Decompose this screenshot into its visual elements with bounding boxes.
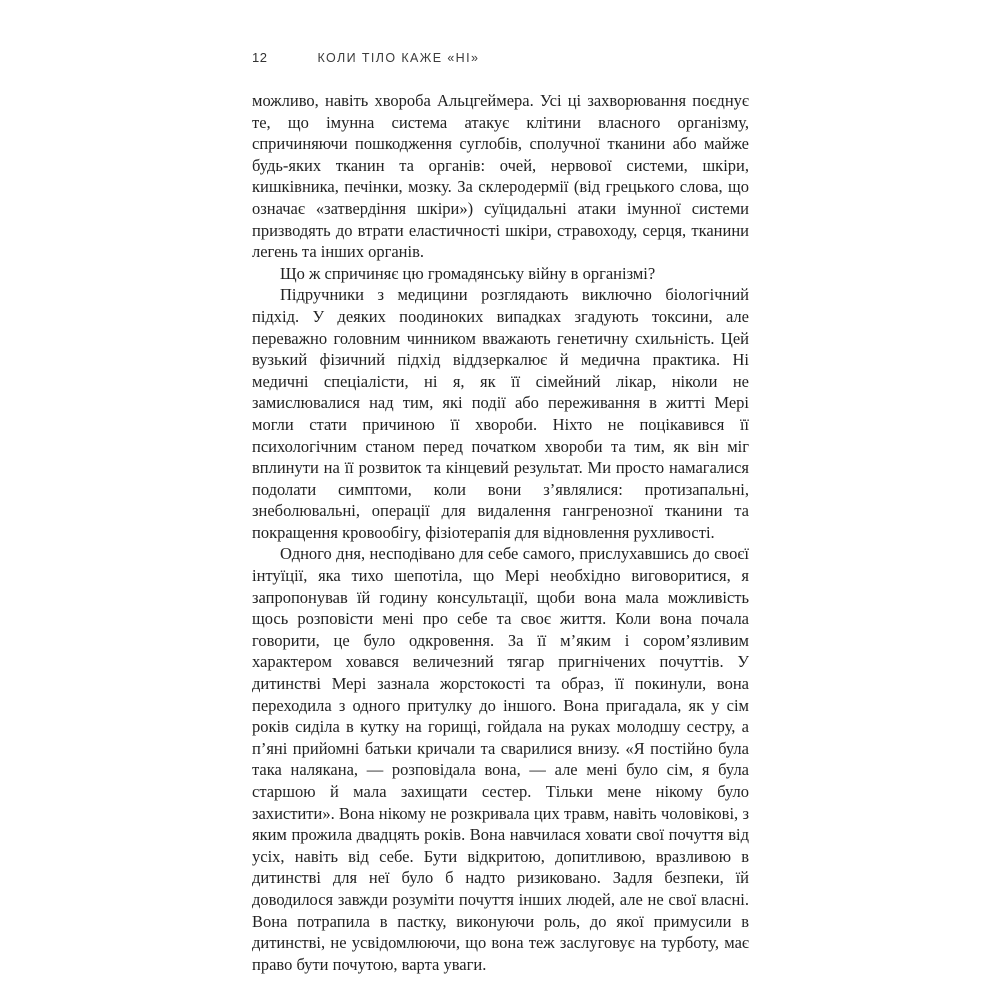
running-header xyxy=(252,50,749,66)
paragraph: Що ж спричиняє цю громадянську війну в організмі? xyxy=(280,263,656,283)
paragraph: Підручники з медицини розглядають виключно біологічний підхід. У деяких поодиноких випадках згадують токсини, але переважно головним чинником вважають генетичну схильність. Цей вузький фізичний підхід віддзеркалює й медична практика. Ні медичні спеціалісти, ні я, як її сімейний лікар, ніколи не замислювалися над тим, які події або переживання в житті Мері могли стати причиною її хвороби. Ніхто не поцікавився її психологічним станом перед початком хвороби та тим, як він міг вплинути на її розвиток та кінцевий результат. Ми просто намагалися подолати симптоми, коли вони з’являлися: протизапальні, знеболювальні, операції для видалення гангренозної тканини та покращення кровообігу, фізіотерапія для відновлення рухливості. xyxy=(252,285,749,542)
paragraph: Одного дня, несподівано для себе самого, прислухавшись до своєї інтуїції, яка тихо шепотіла, що Мері необхідно виговоритися, я запропонував їй годину консультації, щоби вона мала можливість щось розповісти мені про себе та своє життя. Коли вона почала говорити, це було одкровення. За її м’яким і сором’язливим характером ховався величезний тягар пригнічених почуттів. У дитинстві Мері зазнала жорстокості та образ, її покинули, вона переходила з одного притулку до іншого. Вона пригадала, як у сім років сиділа в кутку на горищі, гойдала на руках молодшу сестру, а п’яні прийомні батьки кричали та сварилися внизу. «Я постійно була така налякана, — розповідала вона, — але мені було сім, я була старшою й мала захищати сестер. Тільки мене нікому було захистити». Вона нікому не розкривала цих травм, навіть чоловікові, з яким прожила двадцять років. Вона навчилася ховати свої почуття від усіх, навіть від себе. Бути відкритою, допитливою, вразливою в дитинстві для неї було б надто ризиковано. Задля безпеки, їй доводилося завжди розуміти почуття інших людей, але не свої власні. Вона потрапила в пастку, виконуючи роль, до якої примусили в дитинстві, не усвідомлюючи, що вона теж заслуговує на турботу, має право бути почутою, варта уваги. xyxy=(252,544,749,974)
page-number: 12 xyxy=(252,50,268,65)
body-text xyxy=(252,90,749,975)
running-title: КОЛИ ТІЛО КАЖЕ «НІ» xyxy=(317,51,480,65)
text-column xyxy=(252,50,749,975)
paragraph-continuation: можливо, навіть хвороба Альцгеймера. Усі ці захворювання поєднує те, що імунна система атакує клітини власного організму, спричиняючи пошкодження суглобів, сполучної тканини або майже будь-яких тканин та органів: очей, нервової системи, шкіри, кишківника, печінки, мозку. За склеродермії (від грецького слова, що означає «затвердіння шкіри») суїцидальні атаки імунної системи призводять до втрати еластичності шкіри, стравоходу, серця, тканини легень та інших органів. xyxy=(252,91,749,262)
